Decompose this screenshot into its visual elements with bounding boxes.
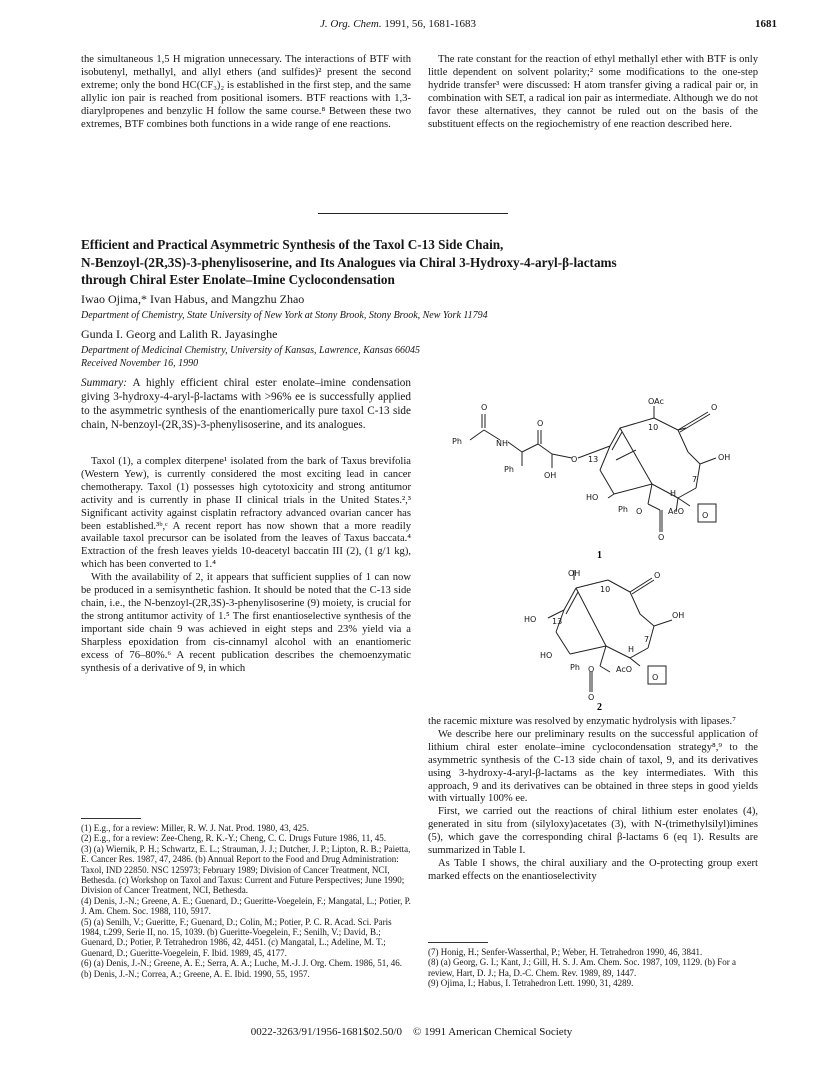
atom-label: OH bbox=[568, 569, 581, 578]
body-paragraph: With the availability of 2, it appears that sufficient supplies of 1 can now be produced in a semisynthetic fashion. It should be noted that the C-13 side chain, i.e., the N-benzoyl-(2R,3S)-3-phenylisoserine (9) moiety, is crucial for the strong antitumor activity of 1.⁵ The first enantioselective synthesis of the important side chain 9 was achieved in eight steps and 23% yield via a Sharpless epoxidation from cis-cinnamyl alcohol with an enantiomeric excess of 76–80%.⁶ A recent publication describes the chemoenzymatic synthesis of a derivative of 9, in which bbox=[81, 572, 411, 674]
previous-article-left-text: the simultaneous 1,5 H migration unnecessary. The interactions of BTF with isobutenyl, methallyl, and allyl ethers (and sulfides)² present the second extreme; only the bond HC(CF₃)₂ is established in the first step, and the same allylic ion pair is reached from positional isomers. BTF reactions with 1,3-diarylpropenes and benzylic H follow the same course.⁸ Between these two extremes, BTF combines both functions in a wide range of ene reactions. bbox=[81, 54, 411, 130]
atom-label: 10 bbox=[648, 423, 659, 432]
summary-text: A highly efficient chiral ester enolate–imine condensation giving 3-hydroxy-4-aryl-β-lactams with >96% ee is successfully applied to the asymmetric synthesis of the enantiomerically pure taxol C-13 side chain, N-benzoyl-(2R,3S)-3-phenylisoserine, and its analogues. bbox=[81, 377, 411, 431]
page-number: 1681 bbox=[755, 18, 777, 30]
atom-label: O bbox=[571, 455, 578, 464]
reference: (5) (a) Senilh, V.; Gueritte, F.; Guenard, D.; Colin, M.; Potier, P. C. R. Acad. Sci. Paris 1984, t.299, Serie II, no. 15, 1039. (b) Gueritte-Voegelein, F.; Senilh, V.; David, B.; Guenard, D.; Potier, P. Tetrahedron 1986, 42, 4451. (c) Mangatal, L.; Adeline, M. T.; Guenard, D.; Gueritte-Voegelein, F. Ibid. 1989, 45, 4177. bbox=[81, 916, 392, 958]
title-line-3: through Chiral Ester Enolate–Imine Cyclocondensation bbox=[81, 272, 395, 287]
affiliation-1: Department of Chemistry, State University of New York at Stony Brook, Stony Brook, New York 11794 bbox=[81, 310, 488, 321]
atom-label: O bbox=[702, 511, 709, 520]
references-left bbox=[81, 818, 411, 979]
reference: (7) Honig, H.; Senfer-Wasserthal, P.; Weber, H. Tetrahedron 1990, 46, 3841. bbox=[428, 947, 703, 957]
copyright: © 1991 American Chemical Society bbox=[412, 1026, 573, 1038]
body-left bbox=[81, 456, 411, 675]
atom-label: OH bbox=[544, 471, 557, 480]
running-header bbox=[0, 18, 823, 36]
atom-label: O bbox=[654, 571, 661, 580]
previous-article-left bbox=[81, 54, 411, 131]
body-paragraph: We describe here our preliminary results on the successful application of lithium chiral ester enolate–imine cyclocondensation strategy⁸,⁹ to the asymmetric synthesis of the C-13 side chain of taxol, 9, and its derivatives using 3-hydroxy-4-aryl-β-lactams as the key intermediates. With this approach, 9 and its derivatives can be obtained in three steps in good yields with virtually 100% ee. bbox=[428, 728, 758, 805]
compound-label-1: 1 bbox=[597, 550, 602, 561]
body-paragraph: As Table I shows, the chiral auxiliary and the O-protecting group exert marked effects on the enantioselectivity bbox=[428, 857, 758, 882]
authors-group-2: Gunda I. Georg and Lalith R. Jayasinghe bbox=[81, 327, 278, 341]
atom-label: Ph bbox=[452, 437, 462, 446]
atom-label: O bbox=[652, 673, 659, 682]
atom-label: O bbox=[588, 693, 595, 702]
reference: (9) Ojima, I.; Habus, I. Tetrahedron Lett. 1990, 31, 4289. bbox=[428, 978, 634, 989]
atom-label: O bbox=[658, 533, 665, 542]
reference: (6) (a) Denis, J.-N.; Greene, A. E.; Serra, A. A.; Luche, M.-J. J. Org. Chem. 1986, 51, 46. (b) Denis, J.-N.; Correa, A.; Greene, A. E. Ibid. 1990, 55, 1957. bbox=[81, 958, 403, 979]
atom-label: H bbox=[628, 645, 635, 654]
reference: (3) (a) Wiernik, P. H.; Schwartz, E. L.; Strauman, J. J.; Dutcher, J. P.; Lipton, R. B.; Paietta, E. Cancer Res. 1987, 47, 2486. (b) Annual Report to the Food and Drug Administration: Taxol, IND 22850. NSC 125973; February 1989; Division of Cancer Treatment, NCI, Bethesda. (c) Workshop on Taxol and Taxus: Current and Future Perspectives; June 1990; Division of Cancer Treatment, NCI, Bethesda. bbox=[81, 843, 411, 896]
body-right bbox=[428, 716, 758, 884]
body-paragraph: the racemic mixture was resolved by enzymatic hydrolysis with lipases.⁷ bbox=[428, 716, 736, 727]
article-code: 0022-3263/91/1956-1681$02.50/0 bbox=[250, 1026, 402, 1038]
atom-label: O bbox=[711, 403, 718, 412]
previous-article-right bbox=[428, 54, 758, 131]
baccatin-structure-2 bbox=[440, 566, 760, 712]
page-footer bbox=[0, 1026, 823, 1038]
atom-label: NH bbox=[496, 439, 508, 448]
atom-label: OH bbox=[672, 611, 685, 620]
atom-label: HO bbox=[524, 615, 537, 624]
footnote-rule bbox=[81, 818, 141, 819]
journal-citation: J. Org. Chem. 1991, 56, 1681-1683 bbox=[320, 18, 477, 30]
received-date: Received November 16, 1990 bbox=[81, 358, 199, 369]
affiliation-2: Department of Medicinal Chemistry, University of Kansas, Lawrence, Kansas 66045 bbox=[81, 345, 421, 356]
atom-label: O bbox=[588, 665, 595, 674]
references-right bbox=[428, 942, 758, 989]
atom-label: O bbox=[636, 507, 643, 516]
body-paragraph: Taxol (1), a complex diterpene¹ isolated from the bark of Taxus brevifolia (Western Yew), is currently considered the most exciting lead in cancer chemotherapy. Taxol (1) possesses high cytotoxicity and strong antitumor activity and is currently in phase II clinical trials in the United States.²,³ Significant activity against cisplatin refractory advanced ovarian cancer has been established.³ᵇ,ᶜ A recent report has now shown that a more readily available taxol precursor can be isolated from the leaves of Taxus baccata.⁴ Extraction of the fresh leaves yields 10-deacetyl baccatin III (2), (1 g/1 kg), which has been converted to 1.⁴ bbox=[81, 456, 411, 571]
atom-label: OAc bbox=[648, 398, 664, 406]
atom-label: AcO bbox=[668, 507, 685, 516]
reference: (2) E.g., for a review: Zee-Cheng, R. K.-Y.; Cheng, C. C. Drugs Future 1986, 11, 45. bbox=[81, 833, 386, 844]
title-line-1: Efficient and Practical Asymmetric Synthesis of the Taxol C-13 Side Chain, bbox=[81, 237, 504, 252]
article-title bbox=[81, 236, 761, 289]
atom-label: 10 bbox=[600, 585, 611, 594]
atom-label: HO bbox=[540, 651, 553, 660]
reference: (4) Denis, J.-N.; Greene, A. E.; Guenard, D.; Gueritte-Voegelein, F.; Mangatal, L.; Potier, P. J. Am. Chem. Soc. 1988, 110, 5917. bbox=[81, 895, 411, 917]
previous-article-right-text: The rate constant for the reaction of ethyl methallyl ether with BTF is only little dependent on solvent polarity;² some modifications to the one-step hydride transfer³ were discussed: H atom transfer giving a radical pair or, in combination with SET, a radical ion pair as intermediate. Although we do not favor these alternatives, they cannot be ruled out on the basis of the substituent effects on the regiochemistry of ene reaction described here. bbox=[428, 54, 758, 130]
atom-label: AcO bbox=[616, 665, 633, 674]
atom-label: Ph bbox=[570, 663, 580, 672]
atom-label: O bbox=[481, 403, 488, 412]
summary bbox=[81, 376, 411, 432]
atom-label: 7 bbox=[692, 475, 698, 484]
title-line-2: N-Benzoyl-(2R,3S)-3-phenylisoserine, and Its Analogues via Chiral 3-Hydroxy-4-aryl-β-lactams bbox=[81, 254, 617, 270]
authors-group-1: Iwao Ojima,* Ivan Habus, and Mangzhu Zhao bbox=[81, 292, 305, 306]
article-separator bbox=[318, 213, 508, 214]
atom-label: 13 bbox=[588, 455, 599, 464]
footnote-rule bbox=[428, 942, 488, 943]
compound-label-2: 2 bbox=[597, 702, 602, 712]
atom-label: Ph bbox=[618, 505, 628, 514]
atom-label: OH bbox=[718, 453, 731, 462]
atom-label: 13 bbox=[552, 617, 563, 626]
atom-label: H bbox=[670, 489, 677, 498]
atom-label: HO bbox=[586, 493, 599, 502]
atom-label: Ph bbox=[504, 465, 514, 474]
reference: (8) (a) Georg, G. I.; Kant, J.; Gill, H. S. J. Am. Chem. Soc. 1987, 109, 1129. (b) For a review, Hart, D. J.; Ha, D.-C. Chem. Rev. 1989, 89, 1447. bbox=[428, 957, 736, 978]
taxol-structure-1 bbox=[440, 398, 760, 566]
atom-label: O bbox=[537, 419, 544, 428]
atom-label: 7 bbox=[644, 635, 650, 644]
summary-label: Summary: bbox=[81, 377, 127, 389]
body-paragraph: First, we carried out the reactions of chiral lithium ester enolates (4), generated in situ from (silyloxy)acetates (3), with N-(trimethylsilyl)imines (5), which gave the corresponding chiral β-lactams 6 (eq 1). Results are summarized in Table I. bbox=[428, 806, 758, 857]
reference: (1) E.g., for a review: Miller, R. W. J. Nat. Prod. 1980, 43, 425. bbox=[81, 823, 309, 833]
